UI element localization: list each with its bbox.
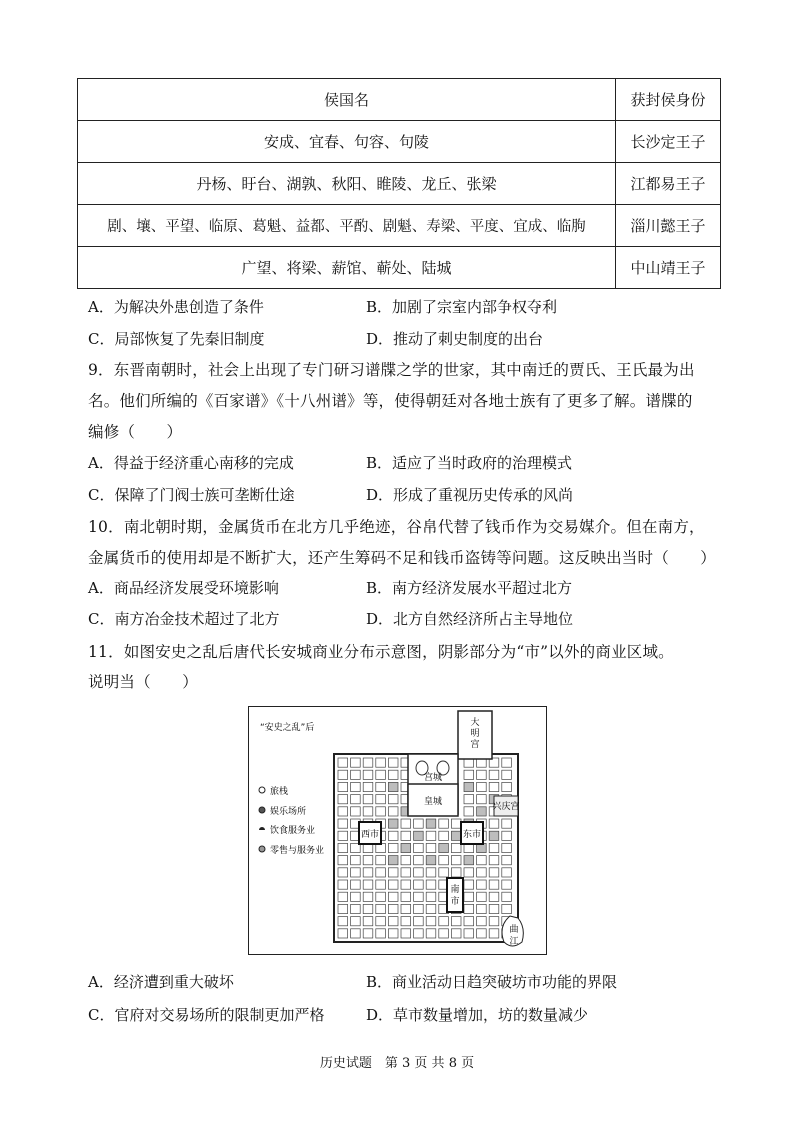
ward-block [414,868,424,877]
ward-block [426,880,436,889]
q11-option-a: A．经济遭到重大破坏 [88,973,234,991]
ward-block [464,880,474,889]
ward-block [477,917,487,926]
q11-option-b: B．商业活动日趋突破坊市功能的界限 [366,973,618,991]
q8-option-b: B．加剧了宗室内部争权夺利 [366,298,558,316]
ward-block [426,904,436,913]
ward-block [338,770,348,779]
ward-block [401,917,411,926]
table-row [78,121,721,163]
ward-block [338,807,348,816]
ward-block [477,782,487,791]
ward-block [388,807,398,816]
ward-block [451,868,461,877]
ward-block [426,831,436,840]
qujiang-label-2: 江 [509,937,519,947]
ward-block [388,856,398,865]
ward-block [338,782,348,791]
ward-block [502,868,512,877]
feng-hou-table [77,78,721,289]
ward-block [414,856,424,865]
daming-label-3: 宫 [470,740,480,750]
ward-block [477,904,487,913]
ward-block [426,892,436,901]
ward-block [363,892,373,901]
q9-option-d: D．形成了重视历史传承的风尚 [366,486,574,504]
ward-block [414,892,424,901]
ward-block [451,929,461,938]
ward-block [363,856,373,865]
q9-stem-line3: 编修（ ） [88,423,183,441]
table-header-row [78,79,721,121]
ward-block [464,904,474,913]
ward-block [401,868,411,877]
ward-block [439,929,449,938]
ward-block [338,856,348,865]
ward-block [439,868,449,877]
q11-option-c: C．官府对交易场所的限制更加严格 [88,1006,325,1024]
ward-block [401,929,411,938]
ward-block [388,782,398,791]
ward-block [502,892,512,901]
ward-block [489,929,499,938]
ward-block [414,917,424,926]
ward-block [489,770,499,779]
ward-block [477,807,487,816]
q10-option-b: B．南方经济发展水平超过北方 [366,579,573,597]
ward-block [451,843,461,852]
ward-block [388,843,398,852]
ward-block [351,758,361,767]
ward-block [464,770,474,779]
ward-block [351,856,361,865]
ward-block [351,868,361,877]
qujiang-label-1: 曲 [509,925,519,935]
ward-block [363,795,373,804]
ward-block [338,904,348,913]
ward-block [477,892,487,901]
ward-block [351,782,361,791]
q9-option-b: B．适应了当时政府的治理模式 [366,454,573,472]
ward-block [489,868,499,877]
ward-block [426,856,436,865]
ward-block [363,880,373,889]
q10-stem-line1: 10．南北朝时期，金属货币在北方几乎绝迹，谷帛代替了钱币作为交易媒介。但在南方， [88,518,705,536]
table-header-name: 侯国名 [78,79,616,121]
ward-block [502,758,512,767]
ward-block [477,856,487,865]
ward-block [401,831,411,840]
q10-option-a: A．商品经济发展受环境影响 [88,579,279,597]
ward-block [351,904,361,913]
ward-block [426,843,436,852]
ward-block [401,843,411,852]
gongcheng-label: 宫城 [423,773,443,783]
table-cell-name: 剧、壤、平望、临原、葛魁、益都、平酌、剧魁、寿梁、平度、宜成、临朐 [78,205,616,247]
ward-block [502,831,512,840]
ward-block [401,904,411,913]
ward-block [338,929,348,938]
ward-block [338,917,348,926]
ward-block [464,892,474,901]
xishi-label: 西市 [360,830,380,840]
ward-block [489,892,499,901]
table-header-title: 获封侯身份 [616,79,721,121]
table-cell-title: 江都易王子 [616,163,721,205]
ward-block [401,892,411,901]
table-row [78,247,721,289]
ward-block [376,782,386,791]
ward-block [414,929,424,938]
q8-option-c: C．局部恢复了先秦旧制度 [88,330,265,348]
ward-block [464,782,474,791]
table-row [78,163,721,205]
ward-block [363,868,373,877]
ward-block [502,843,512,852]
ward-block [401,856,411,865]
q11-stem-line2: 说明当（ ） [88,673,198,691]
daming-label-2: 明 [470,729,480,739]
ward-block [439,819,449,828]
ward-block [439,856,449,865]
ward-block [477,795,487,804]
q9-option-c: C．保障了门阀士族可垄断仕途 [88,486,295,504]
ward-block [426,868,436,877]
ward-block [376,904,386,913]
dongshi-label: 东市 [462,830,482,840]
table-cell-title: 淄川懿王子 [616,205,721,247]
legend-food: 饮食服务业 [270,826,316,836]
ward-block [489,856,499,865]
q11-option-d: D．草市数量增加，坊的数量减少 [366,1006,589,1024]
ward-block [502,782,512,791]
ward-block [388,880,398,889]
ward-block [351,807,361,816]
q9-stem-line1: 9．东晋南朝时，社会上出现了专门研习谱牒之学的世家，其中南迁的贾氏、王氏最为出 [88,361,695,379]
ward-block [338,758,348,767]
table-cell-title: 中山靖王子 [616,247,721,289]
ward-block [489,782,499,791]
ward-block [388,758,398,767]
ward-block [363,929,373,938]
ward-block [451,917,461,926]
legend-entertainment: 娱乐场所 [270,807,307,817]
q10-option-d: D．北方自然经济所占主导地位 [366,610,574,628]
changan-map-figure [248,706,548,956]
ward-block [464,868,474,877]
ward-block [414,831,424,840]
ward-block [376,868,386,877]
ward-block [376,758,386,767]
ward-block [376,880,386,889]
ward-block [464,929,474,938]
xingqing-label: 兴庆宫 [492,802,520,812]
legend-retail: 零售与服务业 [270,846,325,856]
ward-block [338,868,348,877]
ward-block [388,917,398,926]
ward-block [489,843,499,852]
ward-block [502,770,512,779]
table-row [78,205,721,247]
q11-stem-line1: 11．如图安史之乱后唐代长安城商业分布示意图，阴影部分为“市”以外的商业区域。 [88,643,674,661]
daming-label-1: 大 [470,718,480,728]
ward-block [502,904,512,913]
ward-block [351,795,361,804]
ward-block [388,904,398,913]
ward-block [464,917,474,926]
ward-block [489,819,499,828]
ward-block [426,819,436,828]
ward-block [489,917,499,926]
ward-block [338,892,348,901]
ward-block [338,880,348,889]
ward-block [489,831,499,840]
ward-block [338,795,348,804]
ward-block [388,795,398,804]
ward-block [451,856,461,865]
ward-block [376,917,386,926]
ward-block [502,819,512,828]
ward-block [338,843,348,852]
ward-block [426,917,436,926]
q8-option-a: A．为解决外患创造了条件 [88,298,264,316]
table-cell-name: 广望、将梁、薪馆、蕲处、陆城 [78,247,616,289]
ward-block [439,831,449,840]
q10-option-c: C．南方冶金技术超过了北方 [88,610,280,628]
table-cell-title: 长沙定王子 [616,121,721,163]
ward-block [502,856,512,865]
map-title: “安史之乱”后 [260,723,315,733]
ward-block [363,758,373,767]
ward-block [489,880,499,889]
ward-block [363,770,373,779]
ward-block [414,904,424,913]
ward-block [477,929,487,938]
ward-block [338,819,348,828]
ward-block [351,880,361,889]
ward-block [439,843,449,852]
ward-block [477,868,487,877]
nanshi-label-2: 市 [450,897,460,907]
table-cell-name: 安成、宜春、句容、句陵 [78,121,616,163]
ward-block [489,904,499,913]
ward-block [414,880,424,889]
ward-block [439,917,449,926]
ward-block [414,819,424,828]
ward-block [388,929,398,938]
ward-block [376,795,386,804]
ward-block [351,892,361,901]
q10-stem-line2: 金属货币的使用却是不断扩大，还产生筹码不足和钱币盗铸等问题。这反映出当时（ ） [88,549,717,567]
ward-block [388,831,398,840]
ward-block [363,904,373,913]
q8-option-d: D．推动了刺史制度的出台 [366,330,544,348]
nanshi-label-1: 南 [450,885,460,895]
ward-block [363,917,373,926]
table-cell-name: 丹杨、盱台、湖孰、秋阳、睢陵、龙丘、张梁 [78,163,616,205]
ward-block [338,831,348,840]
ward-block [376,770,386,779]
ward-block [414,843,424,852]
ward-block [351,917,361,926]
q9-option-a: A．得益于经济重心南移的完成 [88,454,294,472]
ward-block [464,795,474,804]
huangcheng-label: 皇城 [423,797,443,807]
q9-stem-line2: 名。他们所编的《百家谱》《十八州谱》等，使得朝廷对各地士族有了更多了解。谱牒的 [88,392,693,410]
page-footer: 历史试题 第 3 页 共 8 页 [319,1056,475,1071]
ward-block [376,892,386,901]
ward-block [376,856,386,865]
ward-block [388,819,398,828]
ward-block [376,807,386,816]
ward-block [388,868,398,877]
ward-block [477,770,487,779]
ward-block [376,929,386,938]
ward-block [388,770,398,779]
ward-block [464,807,474,816]
ward-block [477,880,487,889]
ward-block [363,807,373,816]
ward-block [451,831,461,840]
legend-inn: 旅栈 [270,787,289,797]
ward-block [464,856,474,865]
ward-block [351,770,361,779]
ward-block [388,892,398,901]
ward-block [426,929,436,938]
ward-block [401,819,411,828]
ward-block [451,819,461,828]
ward-block [363,782,373,791]
ward-block [351,929,361,938]
ward-block [502,880,512,889]
ward-block [401,880,411,889]
